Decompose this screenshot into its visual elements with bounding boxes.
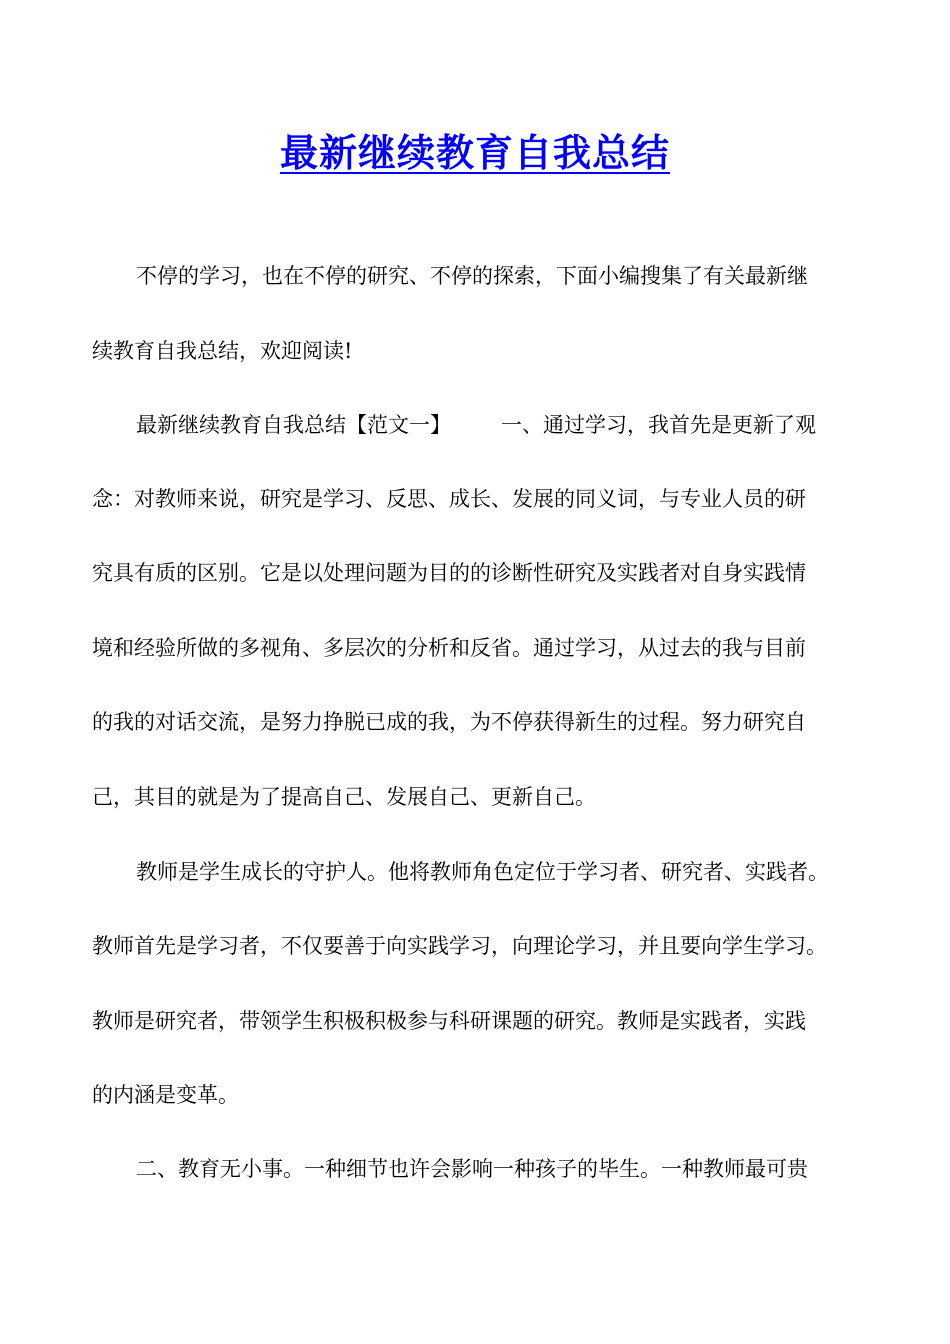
paragraph-line: 二、教育无小事。一种细节也许会影响一种孩子的毕生。一种教师最可贵	[136, 1157, 808, 1181]
paragraph-line: 不停的学习，也在不停的研究、不停的探索，下面小编搜集了有关最新继	[136, 264, 808, 288]
paragraph-line: 的内涵是变革。	[92, 1083, 239, 1107]
section-heading: 最新继续教育自我总结【范文一】	[136, 413, 451, 437]
paragraph-line: 的我的对话交流，是努力挣脱已成的我，为不停获得新生的过程。努力研究自	[92, 710, 806, 734]
title-link[interactable]: 最新继续教育自我总结	[279, 131, 670, 175]
paragraph-line: 念：对教师来说，研究是学习、反思、成长、发展的同义词，与专业人员的研	[92, 487, 806, 511]
paragraph-line: 续教育自我总结，欢迎阅读!	[92, 339, 353, 363]
paragraph-line: 教师是学生成长的守护人。他将教师角色定位于学习者、研究者、实践者。	[136, 860, 829, 884]
paragraph-text: 一、通过学习，我首先是更新了观	[501, 413, 816, 437]
paragraph-line: 教师是研究者，带领学生积极积极参与科研课题的研究。教师是实践者，实践	[92, 1009, 806, 1033]
document-title	[0, 124, 950, 182]
paragraph-line: 究具有质的区别。它是以处理问题为目的的诊断性研究及实践者对自身实践情	[92, 561, 806, 585]
paragraph-line: 己，其目的就是为了提高自己、发展自己、更新自己。	[92, 785, 596, 809]
paragraph-line: 教师首先是学习者，不仅要善于向实践学习，向理论学习，并且要向学生学习。	[92, 934, 827, 958]
section-heading-line	[136, 409, 872, 441]
paragraph-line: 境和经验所做的多视角、多层次的分析和反省。通过学习，从过去的我与目前	[92, 636, 806, 660]
